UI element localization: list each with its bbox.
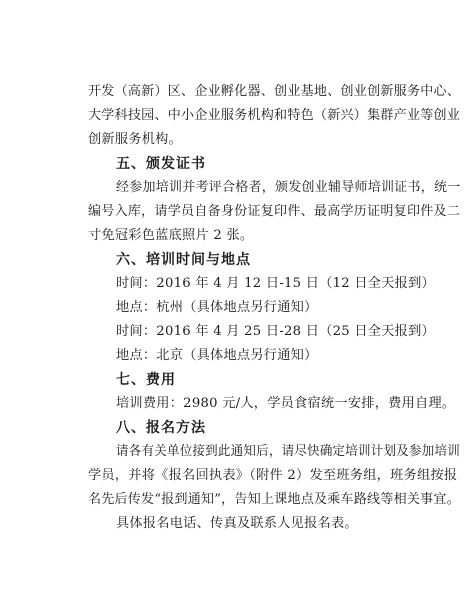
body-text-line: 寸免冠彩色蓝底照片 2 张。 bbox=[88, 228, 254, 243]
schedule-time-2: 时间：2016 年 4 月 25 日-28 日（25 日全天报到） bbox=[116, 324, 435, 339]
section-heading-certificate: 五、颁发证书 bbox=[116, 156, 206, 172]
body-text-line: 名先后传发“报到通知”，告知上课地点及乘车路线等相关事宜。 bbox=[88, 492, 460, 507]
body-text-line: 大学科技园、中小企业服务机构和特色（新兴）集群产业等创业 bbox=[88, 108, 461, 123]
section-heading-schedule: 六、培训时间与地点 bbox=[116, 252, 251, 268]
section-heading-registration: 八、报名方法 bbox=[116, 420, 206, 436]
schedule-location-2: 地点：北京（具体地点另行通知） bbox=[116, 348, 318, 363]
body-text-line: 请各有关单位接到此通知后，请尽快确定培训计划及参加培训 bbox=[116, 444, 460, 459]
body-text-line: 编号入库，请学员自备身份证复印件、最高学历证明复印件及二 bbox=[88, 204, 461, 219]
schedule-location-1: 地点：杭州（具体地点另行通知） bbox=[116, 300, 318, 315]
fee-text: 培训费用：2980 元/人，学员食宿统一安排，费用自理。 bbox=[116, 396, 456, 411]
body-text-line: 创新服务机构。 bbox=[88, 132, 183, 147]
body-text-line: 经参加培训并考评合格者，颁发创业辅导师培训证书，统一 bbox=[116, 180, 461, 195]
schedule-time-1: 时间：2016 年 4 月 12 日-15 日（12 日全天报到） bbox=[116, 276, 435, 291]
section-heading-fees: 七、费用 bbox=[116, 372, 176, 388]
body-text-line: 学员，并将《报名回执表》（附件 2）发至班务组，班务组按报 bbox=[88, 468, 458, 483]
body-text-line: 开发（高新）区、企业孵化器、创业基地、创业创新服务中心、 bbox=[88, 84, 461, 99]
body-text-line: 具体报名电话、传真及联系人见报名表。 bbox=[116, 516, 358, 531]
